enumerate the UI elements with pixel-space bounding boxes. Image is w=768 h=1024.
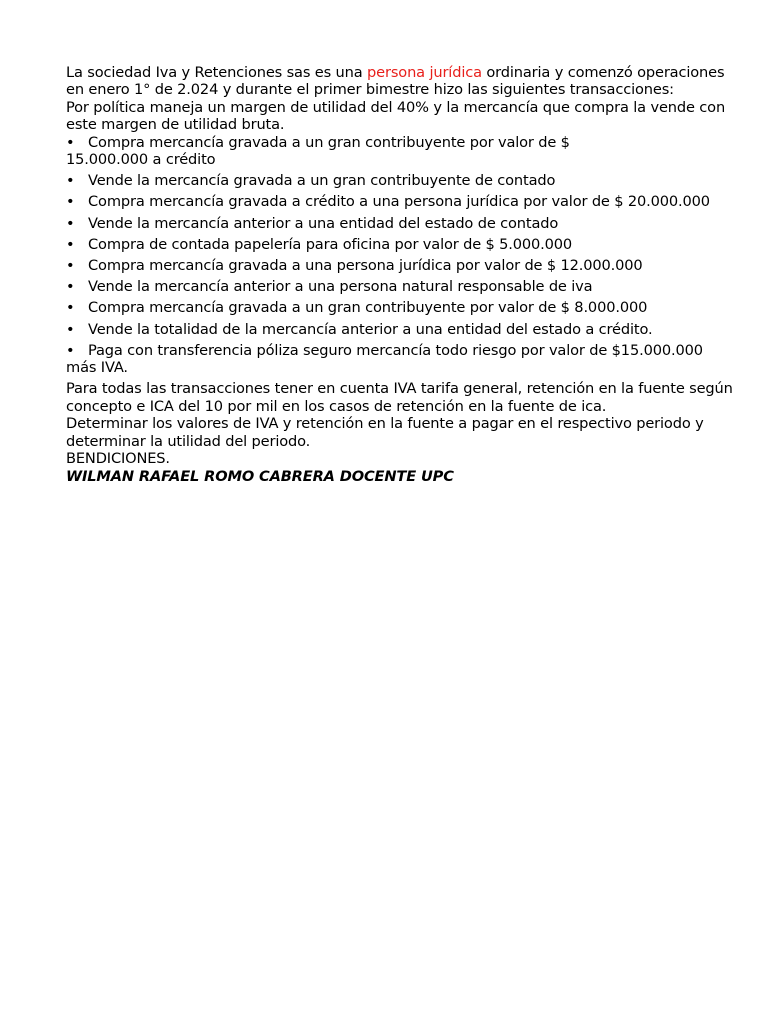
list-item — [66, 215, 736, 232]
document-page — [66, 64, 736, 485]
list-item-text: Vende la mercancía anterior a una entidad del estado de contado — [88, 214, 559, 232]
list-item-text: Compra mercancía gravada a un gran contribuyente por valor de $ — [88, 133, 570, 151]
list-item — [66, 321, 736, 338]
bullet-icon: • — [66, 235, 75, 253]
instructions-paragraph: Para todas las transacciones tener en cuenta IVA tarifa general, retención en la fuente según concepto e ICA del 10 por mil en los casos de retención en la fuente de ica. — [66, 380, 733, 415]
intro-text-1: La sociedad Iva y Retenciones sas es una — [66, 64, 368, 81]
list-item-text: Paga con transferencia póliza seguro mercancía todo riesgo por valor de $15.000.000 — [88, 341, 703, 359]
bullet-icon: • — [66, 133, 75, 151]
bullet-icon: • — [66, 214, 75, 232]
bullet-icon: • — [66, 341, 75, 359]
bullet-icon: • — [66, 320, 75, 338]
list-item — [66, 172, 736, 189]
list-item-text: Compra mercancía gravada a un gran contribuyente por valor de $ 8.000.000 — [88, 299, 648, 317]
list-item-text: Vende la mercancía anterior a una persona natural responsable de iva — [88, 278, 593, 296]
bullet-icon: • — [66, 299, 75, 317]
bullet-icon: • — [66, 193, 75, 211]
farewell-text: BENDICIONES. — [66, 450, 170, 468]
list-item — [66, 257, 736, 274]
list-item-text: Compra de contada papelería para oficina por valor de $ 5.000.000 — [88, 235, 573, 253]
list-item-text-continued: 15.000.000 a crédito — [66, 151, 216, 169]
signature: WILMAN RAFAEL ROMO CABRERA DOCENTE UPC — [66, 467, 454, 485]
intro-text-2: ordinaria y comenzó operaciones en enero 1° de 2.024 y durante el primer bimestre hizo las siguientes transacciones: — [66, 64, 725, 99]
list-item-text: Compra mercancía gravada a una persona jurídica por valor de $ 12.000.000 — [88, 257, 643, 275]
policy-paragraph: Por política maneja un margen de utilidad del 40% y la mercancía que compra la vende con este margen de utilidad bruta. — [66, 98, 726, 134]
list-item-text: Vende la mercancía gravada a un gran contribuyente de contado — [88, 172, 556, 190]
list-item — [66, 278, 736, 295]
list-item-text: Vende la totalidad de la mercancía anterior a una entidad del estado a crédito. — [88, 320, 653, 338]
bullet-icon: • — [66, 278, 75, 296]
list-item — [66, 134, 736, 169]
transactions-list — [66, 134, 736, 377]
list-item — [66, 299, 736, 316]
list-item — [66, 342, 736, 377]
bullet-icon: • — [66, 172, 75, 190]
list-item-text-continued: más IVA. — [66, 359, 128, 377]
list-item-text: Compra mercancía gravada a crédito a una persona jurídica por valor de $ 20.000.000 — [88, 193, 710, 211]
bullet-icon: • — [66, 257, 75, 275]
intro-paragraph — [66, 64, 736, 99]
list-item — [66, 236, 736, 253]
task-paragraph: Determinar los valores de IVA y retención en la fuente a pagar en el respectivo periodo y determinar la utilidad del periodo. — [66, 415, 704, 450]
list-item — [66, 193, 736, 210]
intro-highlight: persona jurídica — [367, 64, 482, 81]
